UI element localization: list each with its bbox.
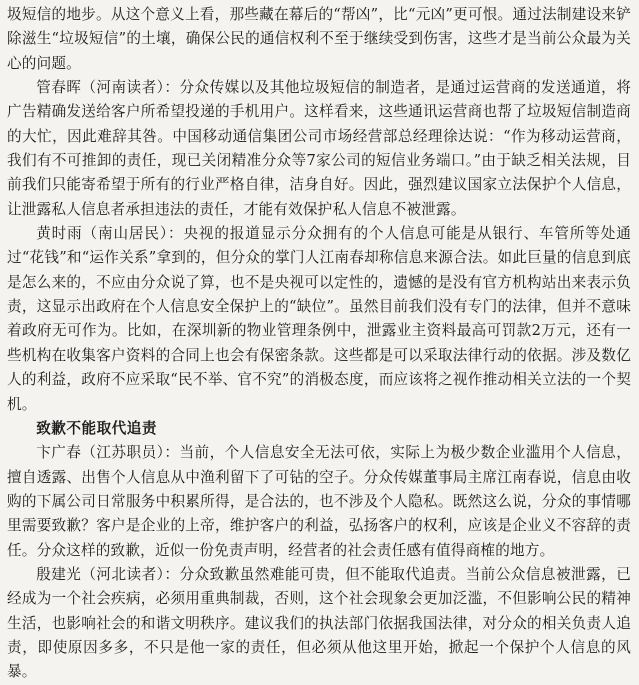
paragraph-huang-shiyu: 黄时雨（南山居民）：央视的报道显示分众拥有的个人信息可能是从银行、车管所等处通过“花钱”和“运作关系”拿到的，但分众的掌门人江南春却称信息来源合法。如此巨量的信息到底是怎么来的，不应由分众说了算，也不是央视可以定性的，遗憾的是没有官方机构站出来表示负责，这显示出政府在个人信息安全保护上的“缺位”。虽然目前我们没有专门的法律，但并不意味着政府无可作为。比如，在深圳新的物业管理条例中，泄露业主资料最高可罚款2万元，还有一些机构在收集客户资料的合同上也会有保密条款。这些都是可以采取法律行动的依据。涉及数亿人的利益，政府不应采取“民不举、官不究”的消极态度，而应该将之视作推动相关立法的一个契机。 (7, 225, 631, 413)
paragraph-continuation: 圾短信的地步。从这个意义上看，那些藏在幕后的“帮凶”，比“元凶”更可恨。通过法制建设来铲除滋生“垃圾短信”的土壤，确保公民的通信权利不至于继续受到伤害，这些才是当前公众最为关心的问题。 (7, 6, 631, 72)
paragraph-bian-guangchun: 卞广春（江苏职员）：当前，个人信息安全无法可依，实际上为极少数企业滥用个人信息，擅自透露、出售个人信息从中渔利留下了可钻的空子。分众传媒董事局主席江南春说，信息由收购的下属公司日常服务中积累所得，是合法的，也不涉及个人隐私。既然这么说，分众的事情哪里需要致歉？客户是企业的上帝，维护客户的利益，弘扬客户的权利，应该是企业义不容辞的责任。分众这样的致歉，近似一份免责声明，经营者的社会责任感有值得商榷的地方。 (7, 444, 631, 559)
section-heading: 致歉不能取代追责 (36, 419, 157, 437)
paragraph-yin-jianguang: 殷建光（河北读者）：分众致歉虽然难能可贵，但不能取代追责。当前公众信息被泄露，已经成为一个社会疾病，必须用重典制裁，否则，这个社会现象会更加泛滥，不但影响公民的精神生活，也影响社会的和谐文明秩序。建议我们的执法部门依据我国法律，对分众的相关负责人追责，即使原因多多，不只是他一家的责任，但必须从他这里开始，掀起一个保护个人信息的风暴。 (7, 565, 631, 681)
paragraph-guan-chunhui: 管春晖（河南读者）：分众传媒以及其他垃圾短信的制造者，是通过运营商的发送通道，将广告精确发送给客户所希望投递的手机用户。这样看来，这些通讯运营商也帮了垃圾短信制造商的大忙，因此难辞其咎。中国移动通信集团公司市场经营部总经理徐达说：“作为移动运营商，我们有不可推卸的责任，现已关闭精准分众等7家公司的短信业务端口。”由于缺乏相关法规，目前我们只能寄希望于所有的行业严格自律，洁身自好。因此，强烈建议国家立法保护个人信息，让泄露私人信息者承担违法的责任，才能有效保护私人信息不被泄露。 (7, 79, 631, 218)
